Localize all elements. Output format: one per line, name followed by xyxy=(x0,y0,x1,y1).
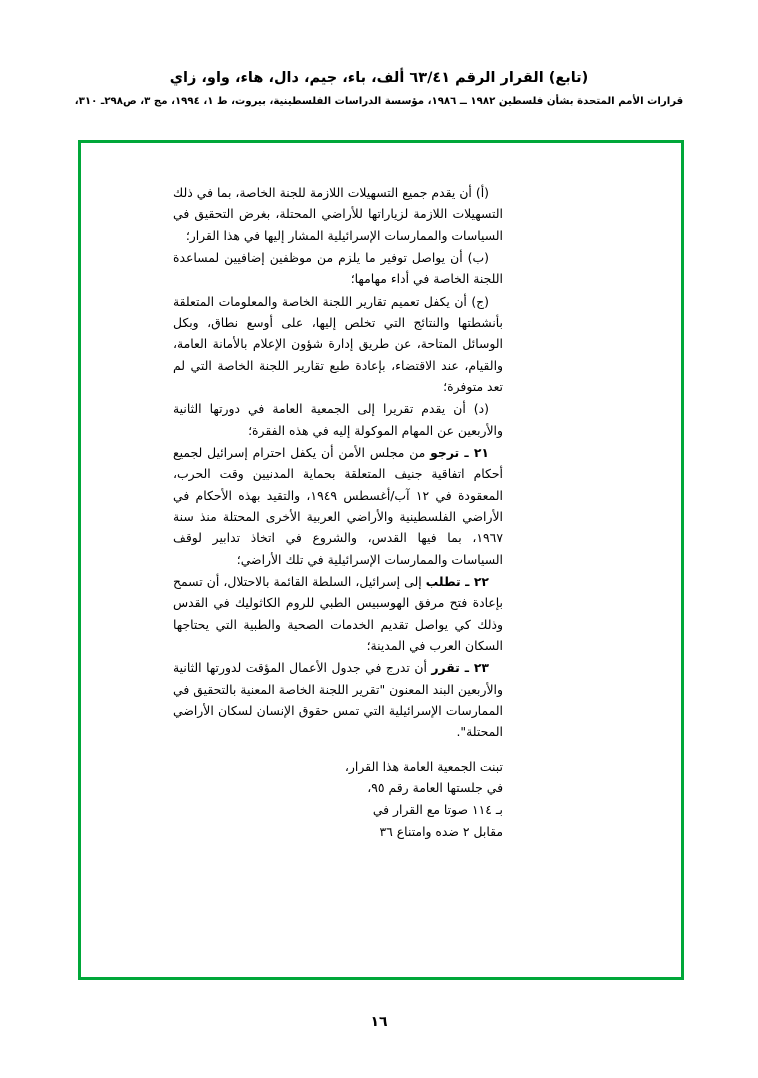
clause-23-lead: ٢٣ ـ تقرر xyxy=(431,660,489,676)
page-number: ١٦ xyxy=(370,1014,388,1030)
clause-22-text: إلى إسرائيل، السلطة القائمة بالاحتلال، أن تسمح بإعادة فتح مرفق الهوسبيس الطبي للروم الكاثوليك في القدس وذلك كي يواصل تقديم الخدمات الصحية والطبية التي يحتاجها السكان العرب في المدينة؛ xyxy=(173,573,503,653)
header-source-line: قرارات الأمم المتحدة بشأن فلسطين ١٩٨٢ ــ ١٩٨٦، مؤسسة الدراسات الفلسطينية، بيروت، ط ١، ١٩٩٤، مج ٣، ص٢٩٨ـ ٣١٠، xyxy=(74,95,684,107)
numbered-paragraph-21 xyxy=(173,442,503,570)
clause-22-lead: ٢٢ ـ تطلب xyxy=(425,573,489,589)
page-header xyxy=(0,68,758,107)
document-body xyxy=(173,182,503,842)
clause-23-text: أن تدرج في جدول الأعمال المؤقت لدورتها الثانية والأربعين البند المعنون "تقرير اللجنة الخاصة المعنية بالتحقيق في الممارسات الإسرائيلية التي تمس حقوق الإنسان لسكان الأراضي المحتلة". xyxy=(173,660,503,740)
closing-line-4: مقابل ٢ ضده وامتناع ٣٦ xyxy=(379,823,503,839)
closing-line-2: في جلستها العامة رقم ٩٥، xyxy=(367,780,503,796)
closing-line-3: بـ ١١٤ صوتا مع القرار في xyxy=(372,801,503,817)
paragraph-c: (ج) أن يكفل تعميم تقارير اللجنة الخاصة والمعلومات المتعلقة بأنشطتها والنتائج التي تخلص إليها، على أوسع نطاق، وبكل الوسائل المتاحة، عن طريق إدارة شؤون الإعلام بالأمانة العامة، والقيام، عند الاقتضاء، بإعادة طبع تقارير اللجنة الخاصة التي لم تعد متوفرة؛ xyxy=(173,293,503,394)
paragraph-d: (د) أن يقدم تقريرا إلى الجمعية العامة في دورتها الثانية والأربعين عن المهام الموكولة إليه في هذه الفقرة؛ xyxy=(173,401,503,438)
header-title: (تابع) القرار الرقم ٦٣/٤١ ألف، باء، جيم، دال، هاء، واو، زاي xyxy=(169,70,589,86)
numbered-paragraph-23 xyxy=(173,657,503,742)
paragraph-a: (أ) أن يقدم جميع التسهيلات اللازمة للجنة الخاصة، بما في ذلك التسهيلات اللازمة لزياراتها للأراضي المحتلة، بغرض التحقيق في السياسات والممارسات الإسرائيلية المشار إليها في هذا القرار؛ xyxy=(173,185,503,243)
closing-line-1: تبنت الجمعية العامة هذا القرار، xyxy=(344,758,503,774)
closing-block xyxy=(173,756,503,843)
clause-21-text: من مجلس الأمن أن يكفل احترام إسرائيل لجميع أحكام اتفاقية جنيف المتعلقة بحماية المدنيين وقت الحرب، المعقودة في ١٢ آب/أغسطس ١٩٤٩، والتقيد بهذه الأحكام في الأراضي الفلسطينية والأراضي العربية الأخرى المحتلة منذ سنة ١٩٦٧، بما فيها القدس، والشروع في اتخاذ تدابير لوقف السياسات والممارسات الإسرائيلية في تلك الأراضي؛ xyxy=(173,444,503,567)
clause-21-lead: ٢١ ـ ترجو xyxy=(430,444,489,460)
paragraph-b: (ب) أن يواصل توفير ما يلزم من موظفين إضافيين لمساعدة اللجنة الخاصة في أداء مهامها؛ xyxy=(173,249,503,287)
numbered-paragraph-22 xyxy=(173,571,503,656)
